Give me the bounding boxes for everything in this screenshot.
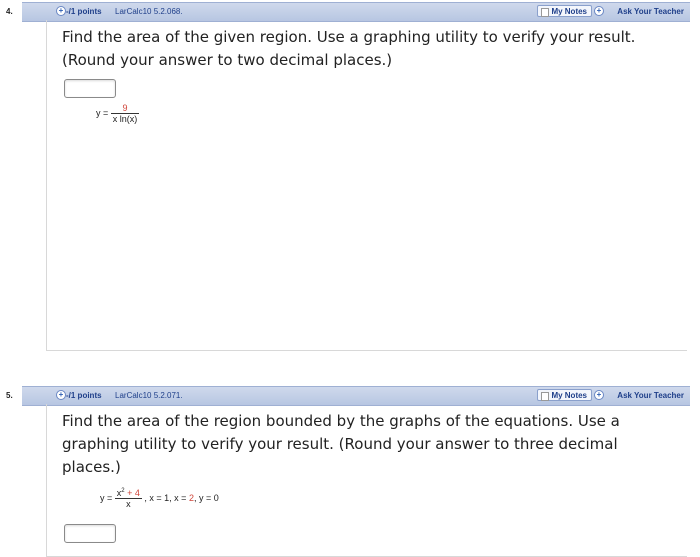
question-4-header: [6, 2, 690, 22]
notes-icon: [541, 8, 549, 17]
eq-tail-2: 2: [188, 492, 194, 503]
my-notes-button[interactable]: [537, 389, 592, 401]
points-label: -/1 points: [66, 7, 102, 16]
question-5-header: [6, 386, 690, 406]
source-label: LarCalc10 5.2.068.: [115, 7, 183, 16]
eq-fraction: [111, 103, 140, 124]
my-notes-label: My Notes: [551, 391, 587, 400]
function-equation-q4: [96, 103, 139, 124]
eq-denominator: x ln(x): [112, 114, 138, 124]
eq-numerator: [115, 488, 142, 499]
eq-numerator: 9: [111, 103, 140, 114]
my-notes-button[interactable]: [537, 5, 592, 17]
eq-lhs: y =: [100, 492, 113, 503]
expand-plus-icon[interactable]: +: [56, 390, 66, 400]
ask-teacher-plus-icon[interactable]: +: [594, 390, 604, 400]
eq-tail-3: , y = 0: [193, 492, 219, 503]
eq-fraction: [115, 488, 142, 509]
question-4-text: Find the area of the given region. Use a graphing utility to verify your result. (Round your answer to two decimal places.): [62, 28, 636, 69]
eq-denominator: x: [126, 499, 131, 509]
answer-input-q4[interactable]: [64, 79, 116, 98]
eq-num-exp: 2: [121, 488, 125, 494]
my-notes-label: My Notes: [551, 7, 587, 16]
expand-plus-icon[interactable]: +: [56, 6, 66, 16]
ask-teacher-plus-icon[interactable]: +: [594, 6, 604, 16]
question-number: 4.: [6, 7, 13, 16]
ask-teacher-link[interactable]: Ask Your Teacher: [617, 391, 684, 400]
question-number: 5.: [6, 391, 13, 400]
eq-tail-1: , x = 1, x =: [144, 492, 189, 503]
points-label: -/1 points: [66, 391, 102, 400]
function-equation-q5: [100, 488, 219, 509]
answer-input-q5[interactable]: [64, 524, 116, 543]
question-5-text: Find the area of the region bounded by the graphs of the equations. Use a graphing utility to verify your result. (Round your answer to three decimal places.): [62, 412, 620, 476]
area-chart: [135, 135, 335, 325]
eq-num-rest: + 4: [124, 488, 140, 498]
eq-num-base: x: [116, 488, 122, 498]
notes-icon: [541, 392, 549, 401]
source-label: LarCalc10 5.2.071.: [115, 391, 183, 400]
ask-teacher-link[interactable]: Ask Your Teacher: [617, 7, 684, 16]
eq-lhs: y =: [96, 107, 109, 118]
